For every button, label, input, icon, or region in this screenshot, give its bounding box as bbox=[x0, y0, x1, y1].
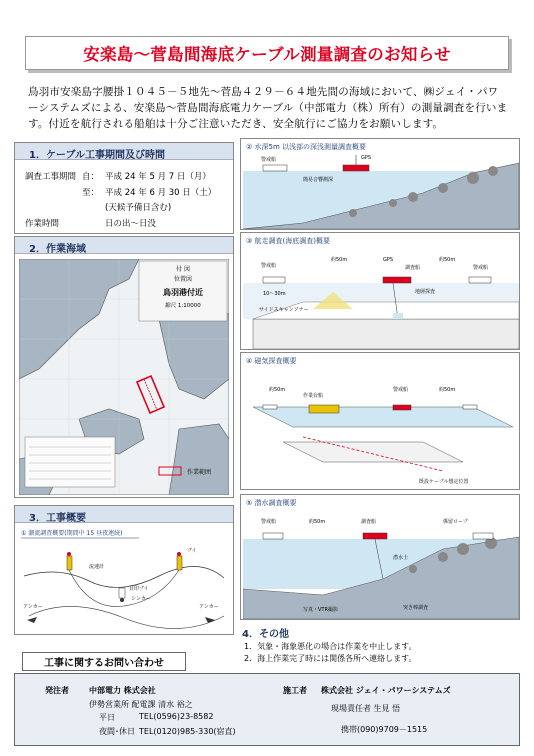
d3-sub-bottom: 地層探査 bbox=[415, 289, 436, 295]
d4-d50m-2: 約50m bbox=[439, 387, 456, 393]
d5-diver: 潜水士 bbox=[393, 555, 409, 561]
orderer-company: 中部電力 株式会社 bbox=[89, 686, 156, 695]
from-date: 平成 24 年 5 月 7 日（月） bbox=[105, 172, 211, 182]
to-date: 平成 24 年 6 月 30 日（土） bbox=[105, 187, 217, 198]
diagram-3-panel bbox=[240, 232, 520, 350]
map-title-1: 付 図 bbox=[176, 266, 190, 273]
to-label: 至： bbox=[82, 187, 100, 198]
map-scale: 縮尺 1:10000 bbox=[165, 303, 201, 309]
weekday-label: 平日 bbox=[99, 713, 115, 722]
d3-d50m-2: 約50m bbox=[439, 257, 456, 263]
label-current-meter: 流速計 bbox=[89, 564, 105, 570]
night-label: 夜間･休日 bbox=[99, 727, 135, 736]
d4-cable: 既設ケーブル想定位置 bbox=[419, 479, 469, 485]
d3-range: 10～30m bbox=[263, 291, 286, 297]
d2-gps: GPS bbox=[361, 155, 372, 161]
work-overview-panel bbox=[14, 505, 234, 635]
weekday-tel: TEL(0596)23-8582 bbox=[139, 712, 214, 721]
diagram-5-title: ⑤ 潜水調査概要 bbox=[246, 499, 297, 507]
orderer-office: 伊勢営業所 配電課 清水 裕之 bbox=[89, 700, 193, 709]
reserve-note: (天候予備日含む) bbox=[105, 203, 172, 213]
label-buoy: ブイ bbox=[187, 548, 197, 554]
current-survey-diagram bbox=[19, 526, 231, 632]
d3-gps: GPS bbox=[383, 257, 394, 263]
contact-box bbox=[14, 673, 520, 746]
d5-d50m-1: 約50m bbox=[309, 519, 326, 525]
d5-rod: 突き棒調査 bbox=[403, 605, 429, 611]
label-anchor-1: アンカー bbox=[23, 604, 43, 610]
d3-d50m-1: 約50m bbox=[331, 257, 348, 263]
contact-heading: 工事に関するお問い合わせ bbox=[22, 652, 186, 671]
section-4-heading: 4．その他 bbox=[242, 629, 289, 640]
d5-guard-boat: 警戒船 bbox=[261, 519, 277, 525]
d5-guide-rope: 係留ロープ bbox=[443, 519, 468, 525]
shallow-sounding-diagram bbox=[243, 153, 519, 229]
d5-survey-boat: 調査船 bbox=[361, 519, 377, 525]
diving-survey-diagram bbox=[243, 509, 519, 619]
diagram-3-title: ③ 航走調査(海底調査)概要 bbox=[246, 237, 330, 245]
d4-mag-boat: 作業台船 bbox=[303, 393, 324, 399]
d5-camera: 写真・VTR撮影 bbox=[303, 607, 338, 613]
seabed-survey-diagram bbox=[243, 247, 519, 349]
diagram-4-panel bbox=[240, 352, 520, 490]
d3-side-scan: サイドスキャンソナー bbox=[259, 307, 309, 313]
note-2: 2．海上作業完了時には関係各所へ連絡します。 bbox=[244, 654, 417, 663]
schedule-table bbox=[23, 169, 222, 233]
d3-guard-boat-2: 警戒船 bbox=[473, 265, 489, 271]
label-anchor-2: アンカー bbox=[199, 604, 219, 610]
d2-guard-boat: 警戒船 bbox=[261, 157, 277, 163]
contractor-company: 株式会社 ジェイ・パワーシステムズ bbox=[321, 686, 451, 695]
diagram-2-panel bbox=[240, 138, 520, 230]
period-label: 調査工事期間 bbox=[25, 172, 77, 182]
contractor-label: 施工者 bbox=[283, 686, 307, 695]
magnetic-survey-diagram bbox=[243, 367, 519, 489]
work-area-panel bbox=[14, 236, 234, 498]
schedule-panel bbox=[14, 142, 234, 234]
label-sinker: シンカー bbox=[131, 596, 151, 602]
map-legend: 作業範囲 bbox=[187, 469, 212, 476]
diagram-1-title: ① 潮流調査概要(期間中 15 昼夜連続) bbox=[21, 530, 123, 537]
map-place: 鳥羽港付近 bbox=[163, 288, 203, 297]
section-1-heading: 1．ケーブル工事期間及び時間 bbox=[15, 143, 233, 160]
note-1: 1．気象・海象悪化の場合は作業を中止します。 bbox=[244, 642, 417, 651]
from-label: 自： bbox=[82, 172, 100, 182]
d4-guard-boat: 警戒船 bbox=[393, 387, 409, 393]
intro-paragraph: 鳥羽市安楽島字腰掛１０４５－５地先～菅島４２９－６４地先間の海域において、㈱ジェイ・パワーシステムズによる、安楽島～菅島間海底電力ケーブル（中部電力（株）所有）の測量調査を行います。付近を航行される船舶は十分ご注意いただき、安全航行にご協力をお願いします。 bbox=[28, 86, 508, 130]
work-area-map bbox=[19, 259, 229, 495]
diagram-4-title: ④ 磁気探査概要 bbox=[246, 357, 297, 365]
d3-survey-boat: 調査船 bbox=[405, 265, 421, 271]
orderer-label: 発注者 bbox=[45, 686, 69, 695]
map-title-2: 位置図 bbox=[173, 276, 193, 283]
section-2-heading: 2．作業海域 bbox=[15, 237, 233, 254]
diagram-2-title: ② 水深5m 以浅部の深浅測量調査概要 bbox=[246, 143, 366, 151]
hours-label: 作業時間 bbox=[25, 218, 60, 229]
section-3-heading: 3．工事概要 bbox=[15, 506, 233, 523]
d2-sounding: 簡易音響測深 bbox=[303, 177, 334, 183]
notice-title: 安楽島～菅島間海底ケーブル測量調査のお知らせ bbox=[83, 45, 451, 64]
other-panel bbox=[240, 622, 520, 668]
diagram-5-panel bbox=[240, 494, 520, 620]
d3-guard-boat-1: 警戒船 bbox=[261, 263, 277, 269]
mobile-number: 携帯(090)9709－1515 bbox=[341, 725, 428, 734]
site-manager: 現場責任者 生見 悟 bbox=[331, 704, 401, 713]
label-marker-buoy: 目印ブイ bbox=[129, 586, 149, 592]
night-tel: TEL(0120)985-330(宿直) bbox=[139, 727, 236, 736]
d4-d50m-1: 約50m bbox=[269, 387, 286, 393]
notice-title-box bbox=[25, 36, 509, 70]
hours-value: 日の出～日没 bbox=[105, 218, 157, 229]
